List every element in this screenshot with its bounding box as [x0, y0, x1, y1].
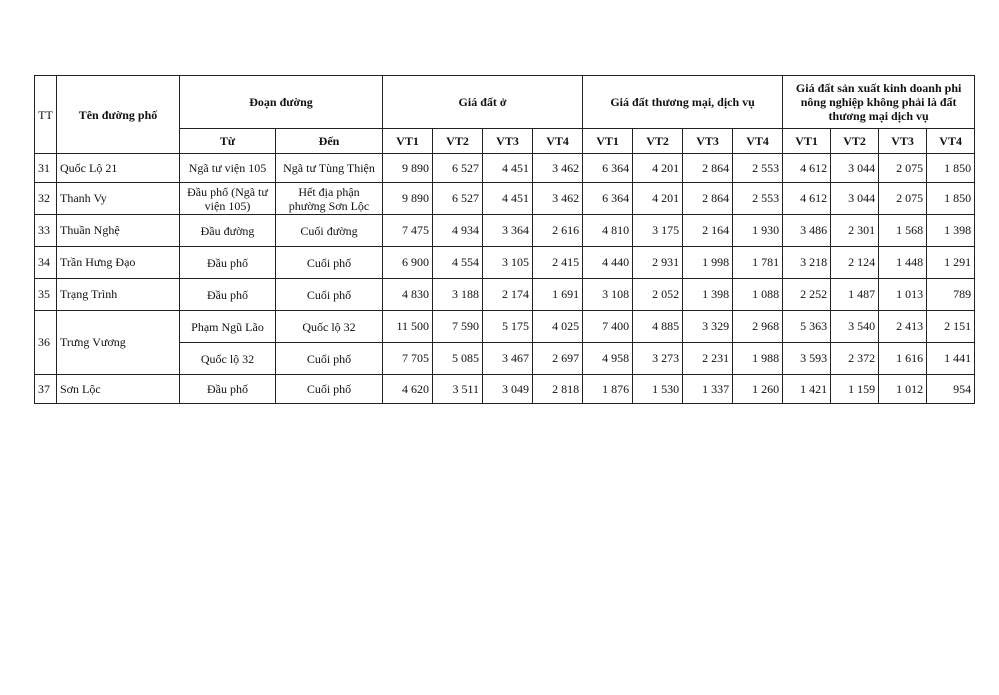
row-number: 37	[35, 375, 57, 404]
header-vt3: VT3	[879, 129, 927, 154]
residential-vt2: 6 527	[433, 183, 483, 215]
residential-vt4: 2 697	[533, 343, 583, 375]
production-vt2: 2 372	[831, 343, 879, 375]
production-vt3: 2 413	[879, 311, 927, 343]
commercial-vt3: 1 337	[683, 375, 733, 404]
segment-to: Quốc lộ 32	[276, 311, 383, 343]
row-number: 31	[35, 154, 57, 183]
residential-vt4: 3 462	[533, 183, 583, 215]
production-vt4: 1 850	[927, 183, 975, 215]
production-vt1: 3 218	[783, 247, 831, 279]
residential-vt1: 4 620	[383, 375, 433, 404]
production-vt3: 1 616	[879, 343, 927, 375]
header-street: Tên đường phố	[57, 76, 180, 154]
production-vt1: 3 593	[783, 343, 831, 375]
residential-vt3: 3 364	[483, 215, 533, 247]
header-vt4: VT4	[533, 129, 583, 154]
residential-vt4: 2 616	[533, 215, 583, 247]
segment-from: Ngã tư viện 105	[180, 154, 276, 183]
commercial-vt4: 1 930	[733, 215, 783, 247]
commercial-vt1: 1 876	[583, 375, 633, 404]
production-vt4: 1 441	[927, 343, 975, 375]
residential-vt4: 4 025	[533, 311, 583, 343]
commercial-vt3: 2 164	[683, 215, 733, 247]
production-vt1: 1 421	[783, 375, 831, 404]
production-vt2: 3 044	[831, 183, 879, 215]
commercial-vt2: 4 885	[633, 311, 683, 343]
table-row	[35, 183, 975, 215]
segment-to: Cuối phố	[276, 375, 383, 404]
street-name: Thuần Nghệ	[57, 215, 180, 247]
production-vt4: 789	[927, 279, 975, 311]
production-vt2: 2 301	[831, 215, 879, 247]
segment-to: Cuối đường	[276, 215, 383, 247]
commercial-vt1: 7 400	[583, 311, 633, 343]
residential-vt3: 3 467	[483, 343, 533, 375]
commercial-vt4: 2 553	[733, 183, 783, 215]
production-vt4: 1 850	[927, 154, 975, 183]
commercial-vt3: 2 231	[683, 343, 733, 375]
commercial-vt3: 2 864	[683, 183, 733, 215]
commercial-vt2: 3 273	[633, 343, 683, 375]
row-number: 32	[35, 183, 57, 215]
commercial-vt2: 4 201	[633, 183, 683, 215]
residential-vt2: 3 511	[433, 375, 483, 404]
header-tt: TT	[35, 76, 57, 154]
production-vt1: 4 612	[783, 183, 831, 215]
street-name: Trạng Trình	[57, 279, 180, 311]
production-vt3: 1 448	[879, 247, 927, 279]
street-name: Trưng Vương	[57, 311, 180, 375]
production-vt4: 954	[927, 375, 975, 404]
street-name: Sơn Lộc	[57, 375, 180, 404]
commercial-vt1: 6 364	[583, 183, 633, 215]
header-from: Từ	[180, 129, 276, 154]
production-vt3: 2 075	[879, 183, 927, 215]
residential-vt1: 7 475	[383, 215, 433, 247]
production-vt4: 1 398	[927, 215, 975, 247]
segment-to: Cuối phố	[276, 343, 383, 375]
residential-vt3: 2 174	[483, 279, 533, 311]
commercial-vt4: 2 553	[733, 154, 783, 183]
header-to: Đến	[276, 129, 383, 154]
row-number: 34	[35, 247, 57, 279]
residential-vt1: 11 500	[383, 311, 433, 343]
residential-vt2: 4 934	[433, 215, 483, 247]
residential-vt2: 7 590	[433, 311, 483, 343]
table-row	[35, 311, 975, 343]
commercial-vt4: 1 260	[733, 375, 783, 404]
row-number: 36	[35, 311, 57, 375]
production-vt1: 3 486	[783, 215, 831, 247]
header-segment: Đoạn đường	[180, 76, 383, 129]
residential-vt4: 1 691	[533, 279, 583, 311]
commercial-vt4: 1 781	[733, 247, 783, 279]
table-row	[35, 215, 975, 247]
commercial-vt4: 1 088	[733, 279, 783, 311]
header-vt3: VT3	[483, 129, 533, 154]
residential-vt2: 4 554	[433, 247, 483, 279]
residential-vt3: 5 175	[483, 311, 533, 343]
segment-from: Phạm Ngũ Lão	[180, 311, 276, 343]
production-vt4: 1 291	[927, 247, 975, 279]
production-vt1: 2 252	[783, 279, 831, 311]
header-vt2: VT2	[633, 129, 683, 154]
residential-vt4: 2 415	[533, 247, 583, 279]
commercial-vt4: 1 988	[733, 343, 783, 375]
production-vt3: 1 013	[879, 279, 927, 311]
residential-vt4: 2 818	[533, 375, 583, 404]
production-vt1: 5 363	[783, 311, 831, 343]
header-production: Giá đất sản xuất kinh doanh phi nông nghiệp không phải là đất thương mại dịch vụ	[783, 76, 975, 129]
residential-vt1: 9 890	[383, 154, 433, 183]
header-row-top	[35, 76, 975, 129]
production-vt2: 1 159	[831, 375, 879, 404]
production-vt4: 2 151	[927, 311, 975, 343]
header-vt1: VT1	[783, 129, 831, 154]
header-residential: Giá đất ở	[383, 76, 583, 129]
commercial-vt2: 3 175	[633, 215, 683, 247]
residential-vt2: 6 527	[433, 154, 483, 183]
segment-from: Đầu đường	[180, 215, 276, 247]
commercial-vt1: 4 958	[583, 343, 633, 375]
segment-from: Đầu phố	[180, 375, 276, 404]
street-name: Thanh Vy	[57, 183, 180, 215]
production-vt2: 3 540	[831, 311, 879, 343]
header-vt1: VT1	[383, 129, 433, 154]
header-commercial: Giá đất thương mại, dịch vụ	[583, 76, 783, 129]
commercial-vt2: 1 530	[633, 375, 683, 404]
residential-vt3: 4 451	[483, 183, 533, 215]
commercial-vt3: 1 398	[683, 279, 733, 311]
commercial-vt3: 2 864	[683, 154, 733, 183]
row-number: 35	[35, 279, 57, 311]
segment-from: Đầu phố	[180, 279, 276, 311]
table-row	[35, 375, 975, 404]
header-vt3: VT3	[683, 129, 733, 154]
residential-vt3: 4 451	[483, 154, 533, 183]
commercial-vt4: 2 968	[733, 311, 783, 343]
residential-vt4: 3 462	[533, 154, 583, 183]
table-row	[35, 247, 975, 279]
residential-vt1: 9 890	[383, 183, 433, 215]
production-vt3: 1 568	[879, 215, 927, 247]
commercial-vt2: 2 052	[633, 279, 683, 311]
street-name: Quốc Lộ 21	[57, 154, 180, 183]
residential-vt1: 6 900	[383, 247, 433, 279]
segment-to: Cuối phố	[276, 247, 383, 279]
production-vt2: 3 044	[831, 154, 879, 183]
commercial-vt3: 1 998	[683, 247, 733, 279]
header-vt4: VT4	[927, 129, 975, 154]
table-row	[35, 154, 975, 183]
commercial-vt1: 4 440	[583, 247, 633, 279]
street-name: Trần Hưng Đạo	[57, 247, 180, 279]
table-row	[35, 279, 975, 311]
segment-from: Đầu phố (Ngã tư viện 105)	[180, 183, 276, 215]
residential-vt3: 3 049	[483, 375, 533, 404]
residential-vt2: 3 188	[433, 279, 483, 311]
production-vt1: 4 612	[783, 154, 831, 183]
segment-to: Ngã tư Tùng Thiện	[276, 154, 383, 183]
header-vt1: VT1	[583, 129, 633, 154]
commercial-vt2: 4 201	[633, 154, 683, 183]
segment-from: Quốc lộ 32	[180, 343, 276, 375]
header-vt2: VT2	[831, 129, 879, 154]
segment-to: Cuối phố	[276, 279, 383, 311]
commercial-vt2: 2 931	[633, 247, 683, 279]
land-price-table	[34, 75, 975, 404]
segment-from: Đầu phố	[180, 247, 276, 279]
production-vt3: 1 012	[879, 375, 927, 404]
production-vt2: 2 124	[831, 247, 879, 279]
commercial-vt1: 6 364	[583, 154, 633, 183]
residential-vt3: 3 105	[483, 247, 533, 279]
production-vt3: 2 075	[879, 154, 927, 183]
residential-vt2: 5 085	[433, 343, 483, 375]
header-vt2: VT2	[433, 129, 483, 154]
commercial-vt3: 3 329	[683, 311, 733, 343]
production-vt2: 1 487	[831, 279, 879, 311]
header-vt4: VT4	[733, 129, 783, 154]
segment-to: Hết địa phận phường Sơn Lộc	[276, 183, 383, 215]
commercial-vt1: 4 810	[583, 215, 633, 247]
residential-vt1: 4 830	[383, 279, 433, 311]
commercial-vt1: 3 108	[583, 279, 633, 311]
row-number: 33	[35, 215, 57, 247]
residential-vt1: 7 705	[383, 343, 433, 375]
